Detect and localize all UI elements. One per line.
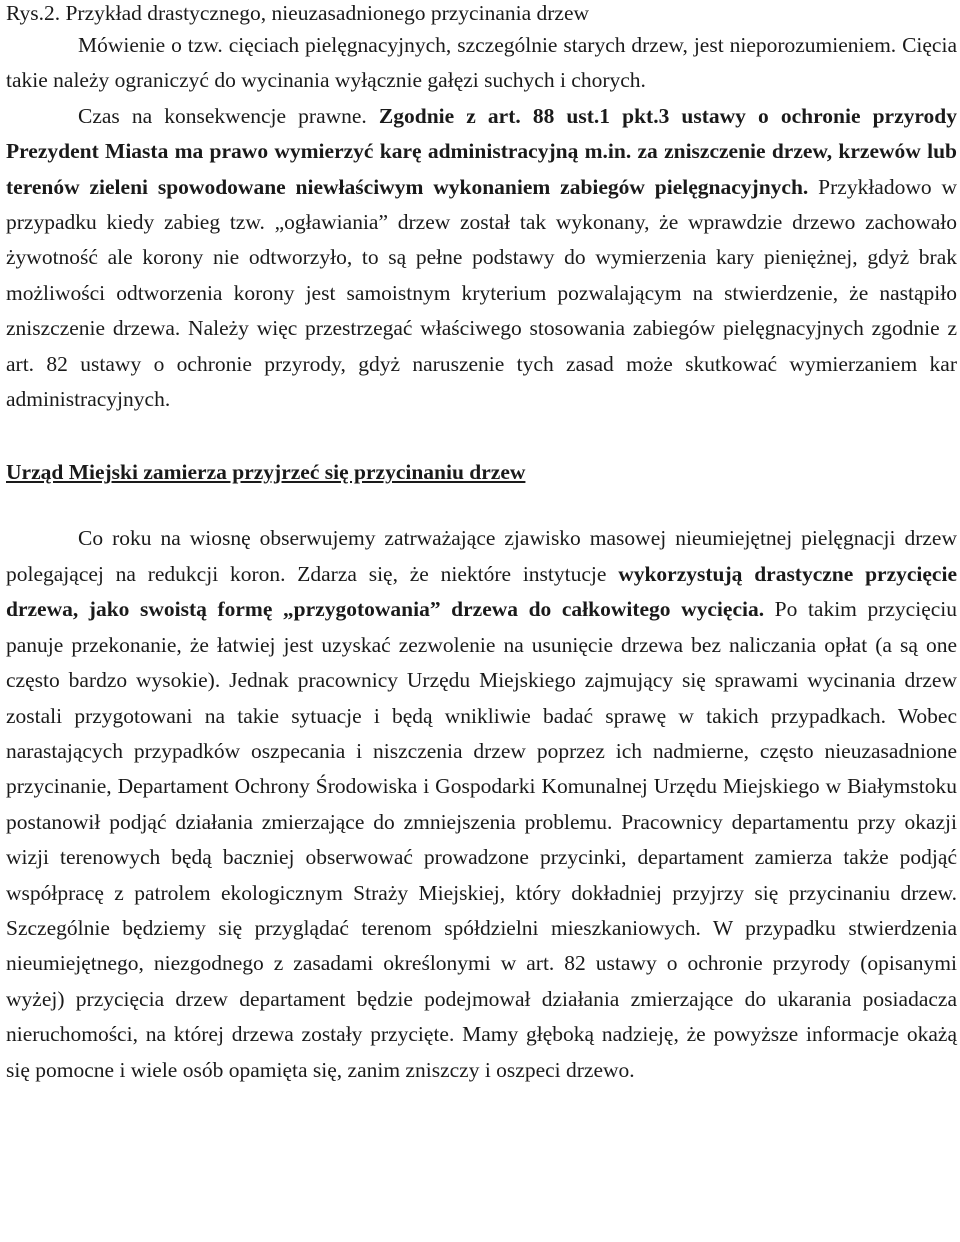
consequences-lead: Czas na konsekwencje prawne. xyxy=(78,103,367,128)
observation-text: Co roku na wiosnę obserwujemy zatrważające zjawisko masowej nieumiejętnej pielęgnacji drzew polegającej na redukcji koron. Zdarza się, że niektóre instytucje xyxy=(6,526,957,586)
legal-basis-bold: Zgodnie z art. 88 ust.1 pkt.3 ustawy o ochronie przyrody Prezydent Miasta ma prawo wymierzyć karę administracyjną m.in. za zniszczenie drzew, krzewów lub terenów zieleni spowodowane niewłaściwym wykonaniem zabiegów pielęgnacyjnych. xyxy=(6,103,957,199)
section-heading: Urząd Miejski zamierza przyjrzeć się przycinaniu drzew xyxy=(6,460,526,485)
department-actions-text: Po takim przycięciu panuje przekonanie, że łatwiej jest uzyskać zezwolenie na usunięcie drzewa bez naliczania opłat (a są one często bardzo wysokie). Jednak pracownicy Urzędu Miejskiego zajmujący się sprawami wycinania drzew zostali przygotowani na takie sytuacje i będą wnikliwie badać sprawę w takich przypadkach. Wobec narastających przypadków oszpecania i niszczenia drzew poprzez ich nadmierne, często nieuzasadnione przycinanie, Departament Ochrony Środowiska i Gospodarki Komunalnej Urzędu Miejskiego w Białymstoku postanowił podjąć działania zmierzające do zmniejszenia problemu. Pracownicy departamentu przy okazji wizji terenowych będą baczniej obserwować prowadzone przycinki, departament zamierza także podjąć współpracę z patrolem ekologicznym Straży Miejskiej, który dokładniej przyjrzy się przycinaniu drzew. Szczególnie będziemy się przyglądać terenom spółdzielni mieszkaniowych. W przypadku stwierdzenia nieumiejętnego, niezgodnego z zasadami określonymi w art. 82 ustawy o ochronie przyrody (opisanymi wyżej) przycięcia drzew departament będzie podejmował działania zmierzające do ukarania posiadacza nieruchomości, na której drzewa zostały przycięte. Mamy głęboką nadzieję, że powyższe informacje okażą się pomocne i wiele osób opamięta się, zanim zniszczy i oszpeci drzewo. xyxy=(6,597,958,1082)
paragraph-city-office xyxy=(6,521,957,1088)
example-text: Przykładowo w przypadku kiedy zabieg tzw. „ogławiania” drzew został tak wykonany, że wprawdzie drzewo zachowało żywotność ale korony nie odtworzyło, to są pełne podstawy do wymierzenia kary pieniężnej, gdyż brak możliwości odtworzenia korony jest samoistnym kryterium pozwalającym na stwierdzenie, że nastąpiło zniszczenie drzewa. Należy więc przestrzegać właściwego stosowania zabiegów pielęgnacyjnych zgodnie z art. 82 ustawy o ochronie przyrody, gdyż naruszenie tych zasad może skutkować wymierzaniem kar administracyjnych. xyxy=(6,174,958,412)
paragraph-pruning-law xyxy=(6,28,957,417)
paragraph-intro-text: Mówienie o tzw. cięciach pielęgnacyjnych, szczególnie starych drzew, jest nieporozumieniem. Cięcia takie należy ograniczyć do wycinania wyłącznie gałęzi suchych i chorych. xyxy=(6,33,957,93)
figure-caption: Rys.2. Przykład drastycznego, nieuzasadnionego przycinania drzew xyxy=(6,1,590,25)
drastic-pruning-bold: wykorzystują drastyczne przycięcie drzewa, jako swoistą formę „przygotowania” drzewa do całkowitego wycięcia. xyxy=(6,561,957,622)
